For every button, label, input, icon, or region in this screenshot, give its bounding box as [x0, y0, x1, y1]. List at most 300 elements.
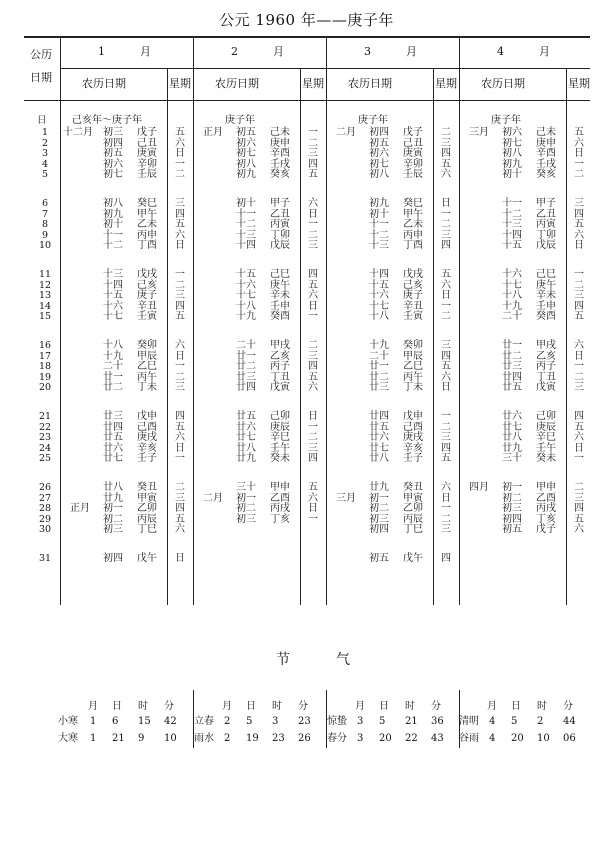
- ganzhi: 甲寅: [403, 492, 423, 504]
- weekday: 三: [308, 350, 318, 362]
- lunar-day: 初九: [236, 169, 256, 181]
- lunar-day: 十三: [236, 229, 256, 241]
- ganzhi: 庚申: [270, 137, 290, 149]
- lunar-day: 初一: [502, 482, 522, 493]
- jieqi-day: 5: [511, 716, 518, 727]
- weekday: 日: [574, 148, 584, 160]
- jieqi-hour: 23: [272, 733, 285, 744]
- weekday: 日: [308, 300, 318, 312]
- ganzhi: 乙丑: [270, 208, 290, 220]
- jieqi-header: 日: [112, 701, 122, 712]
- ganzhi: 壬戌: [270, 158, 290, 170]
- lunar-day: 廿九: [236, 453, 256, 465]
- day-number: 9: [41, 229, 49, 241]
- weekday: 五: [175, 127, 185, 138]
- jieqi-month: 1: [90, 716, 97, 727]
- weekday: 四: [574, 503, 584, 515]
- lunar-day: 初七: [369, 158, 389, 170]
- lunar-day: 廿五: [103, 432, 123, 444]
- weekday: 六: [574, 229, 584, 241]
- weekday: 一: [308, 421, 318, 433]
- day-number: 28: [38, 503, 52, 515]
- ganzhi: 己亥: [403, 279, 423, 291]
- ganzhi: 丙辰: [403, 513, 423, 525]
- jieqi-hour: 2: [537, 716, 544, 727]
- ganzhi: 癸亥: [270, 169, 290, 181]
- lunar-day: 十八: [103, 340, 123, 351]
- lunar-day: 初四: [502, 513, 522, 525]
- weekday: 六: [308, 492, 318, 504]
- ganzhi: 乙亥: [536, 350, 556, 362]
- jieqi-hour: 3: [272, 716, 279, 727]
- weekday: 四: [574, 411, 584, 422]
- weekday: 三: [441, 137, 451, 149]
- day-number: 17: [38, 350, 52, 362]
- lunar-day: 初七: [502, 137, 522, 149]
- weekday: 日: [175, 442, 185, 454]
- ganzhi: 庚申: [536, 137, 556, 149]
- weekday: 二: [441, 513, 451, 525]
- weekday: 日: [441, 492, 451, 504]
- ganzhi: 丁酉: [403, 240, 423, 252]
- jieqi-name: 大寒: [58, 733, 78, 744]
- day-number: 29: [38, 513, 52, 525]
- ganzhi: 辛卯: [403, 158, 423, 170]
- lunar-day: 十五: [369, 279, 389, 291]
- month-number: 3: [364, 45, 371, 58]
- weekday: 五: [441, 361, 451, 373]
- weekday: 二: [175, 279, 185, 291]
- ganzhi: 壬子: [137, 453, 157, 465]
- lunar-day: 廿三: [236, 371, 256, 383]
- lunar-day: 初二: [103, 513, 123, 525]
- jieqi-minute: 36: [431, 716, 444, 727]
- lunar-month: 四月: [469, 482, 489, 493]
- lunar-day: 十七: [236, 290, 256, 302]
- day-number: 21: [38, 411, 52, 422]
- weekday: 二: [441, 219, 451, 231]
- weekday: 三: [441, 229, 451, 241]
- lunar-day: 十二: [369, 229, 389, 241]
- day-number: 15: [38, 311, 52, 323]
- lunar-day: 十九: [103, 350, 123, 362]
- lunar-day: 廿七: [103, 453, 123, 465]
- ganzhi: 戊午: [137, 553, 157, 564]
- weekday-divider: [300, 68, 301, 605]
- jieqi-month: 2: [224, 716, 231, 727]
- ganzhi: 庚午: [270, 279, 290, 291]
- jieqi-month: 3: [357, 716, 364, 727]
- ganzhi: 癸丑: [403, 482, 423, 493]
- lunar-day: 廿七: [502, 421, 522, 433]
- ganzhi: 戊戌: [137, 269, 157, 280]
- ganzhi: 乙未: [403, 219, 423, 231]
- weekday: 四: [441, 350, 451, 362]
- jieqi-header: 时: [405, 701, 415, 712]
- ganzhi: 甲戌: [270, 340, 290, 351]
- weekday: 四: [441, 442, 451, 454]
- ganzhi: 庚寅: [137, 148, 157, 160]
- lunar-day: 初二: [502, 492, 522, 504]
- weekday-divider: [433, 68, 434, 605]
- lunar-day: 廿九: [369, 482, 389, 493]
- weekday: 六: [441, 279, 451, 291]
- lunar-day: 廿六: [236, 421, 256, 433]
- ganzhi: 庚午: [536, 279, 556, 291]
- lunar-day: 十一: [103, 229, 123, 241]
- header-xingqi: 星期: [568, 77, 590, 90]
- lunar-day: 十八: [369, 311, 389, 323]
- lunar-day: 廿一: [236, 350, 256, 362]
- lunar-day: 初十: [103, 219, 123, 231]
- lunar-day: 初三: [502, 503, 522, 515]
- ganzhi: 癸巳: [403, 198, 423, 209]
- weekday: 六: [574, 524, 584, 536]
- weekday: 三: [308, 240, 318, 252]
- month-divider: [459, 36, 460, 605]
- weekday: 四: [441, 240, 451, 252]
- weekday: 日: [574, 240, 584, 252]
- weekday: 二: [441, 127, 451, 138]
- weekday: 六: [175, 229, 185, 241]
- ganzhi: 丁未: [403, 382, 423, 394]
- weekday: 一: [308, 219, 318, 231]
- header-nongli: 农历日期: [481, 77, 525, 90]
- jieqi-day: 6: [112, 716, 119, 727]
- weekday: 六: [175, 524, 185, 536]
- lunar-day: 初四: [103, 553, 123, 564]
- ganzhi: 丙申: [137, 229, 157, 241]
- ganzhi: 壬子: [403, 453, 423, 465]
- weekday: 五: [574, 127, 584, 138]
- jieqi-name: 小寒: [58, 716, 78, 727]
- jieqi-minute: 42: [164, 716, 177, 727]
- ganzhi: 庚戌: [403, 432, 423, 444]
- day-number: 7: [41, 208, 49, 220]
- day-number: 8: [41, 219, 49, 231]
- lunar-day: 初五: [236, 127, 256, 138]
- ganzhi: 辛未: [536, 290, 556, 302]
- ganzhi: 丁亥: [536, 513, 556, 525]
- ganzhi: 癸卯: [137, 340, 157, 351]
- weekday: 三: [308, 442, 318, 454]
- ganzhi: 壬申: [270, 300, 290, 312]
- weekday: 四: [308, 269, 318, 280]
- lunar-day: 十六: [103, 300, 123, 312]
- weekday: 二: [175, 169, 185, 181]
- lunar-day: 廿二: [103, 382, 123, 394]
- ganzhi: 甲戌: [536, 340, 556, 351]
- header-nongli: 农历日期: [348, 77, 392, 90]
- lunar-month: 正月: [203, 127, 223, 138]
- weekday: 二: [441, 311, 451, 323]
- weekday: 六: [574, 137, 584, 149]
- lunar-day: 初六: [502, 127, 522, 138]
- jieqi-month: 4: [489, 733, 496, 744]
- lunar-day: 十六: [369, 290, 389, 302]
- ganzhi: 癸卯: [403, 340, 423, 351]
- weekday: 日: [441, 198, 451, 209]
- lunar-day: 初三: [369, 513, 389, 525]
- weekday: 六: [175, 432, 185, 444]
- weekday: 四: [308, 158, 318, 170]
- weekday: 三: [175, 382, 185, 394]
- ganzhi: 己亥: [137, 279, 157, 291]
- ganzhi: 甲午: [137, 208, 157, 220]
- lunar-day: 初二: [369, 503, 389, 515]
- lunar-day: 十五: [103, 290, 123, 302]
- month-unit: 月: [273, 45, 284, 58]
- weekday: 五: [574, 311, 584, 323]
- weekday: 一: [308, 127, 318, 138]
- header-xingqi: 星期: [302, 77, 324, 90]
- ganzhi: 戊申: [403, 411, 423, 422]
- ganzhi: 己未: [536, 127, 556, 138]
- ganzhi: 戊午: [403, 553, 423, 564]
- ganzhi: 壬午: [270, 442, 290, 454]
- lunar-day: 十四: [236, 240, 256, 252]
- year-label: 庚子年: [491, 115, 521, 126]
- weekday: 日: [175, 240, 185, 252]
- lunar-day: 十八: [236, 300, 256, 312]
- day-number: 23: [38, 432, 52, 444]
- jieqi-month: 2: [224, 733, 231, 744]
- ganzhi: 甲寅: [137, 492, 157, 504]
- jieqi-header: 分: [431, 701, 441, 712]
- lunar-day: 廿三: [502, 361, 522, 373]
- ganzhi: 丁未: [137, 382, 157, 394]
- ganzhi: 戊子: [536, 524, 556, 536]
- day-number: 27: [38, 492, 52, 504]
- lunar-month: 二月: [336, 127, 356, 138]
- weekday: 三: [574, 382, 584, 394]
- jieqi-day: 21: [112, 733, 125, 744]
- weekday: 二: [175, 371, 185, 383]
- lunar-day: 初三: [103, 127, 123, 138]
- ganzhi: 丙子: [270, 361, 290, 373]
- ganzhi: 己丑: [403, 137, 423, 149]
- ganzhi: 丙戌: [270, 503, 290, 515]
- lunar-day: 二十: [369, 350, 389, 362]
- jieqi-name: 惊蛰: [327, 716, 347, 727]
- ganzhi: 丁卯: [536, 229, 556, 241]
- lunar-day: 初八: [369, 169, 389, 181]
- jieqi-header: 日: [379, 701, 389, 712]
- jieqi-header: 月: [487, 701, 497, 712]
- ganzhi: 丁酉: [137, 240, 157, 252]
- lunar-day: 廿五: [369, 421, 389, 433]
- jieqi-header: 分: [563, 701, 573, 712]
- ganzhi: 癸酉: [270, 311, 290, 323]
- lunar-day: 初一: [103, 503, 123, 515]
- ganzhi: 丙寅: [270, 219, 290, 231]
- month-number: 1: [98, 45, 105, 58]
- weekday: 日: [308, 411, 318, 422]
- ganzhi: 戊戌: [403, 269, 423, 280]
- ganzhi: 丙寅: [536, 219, 556, 231]
- lunar-day: 十九: [236, 311, 256, 323]
- day-number: 4: [41, 158, 49, 170]
- weekday: 日: [308, 503, 318, 515]
- lunar-day: 廿八: [369, 453, 389, 465]
- weekday: 三: [574, 198, 584, 209]
- weekday: 日: [441, 382, 451, 394]
- ganzhi: 己卯: [270, 411, 290, 422]
- lunar-day: 廿九: [103, 492, 123, 504]
- weekday: 三: [175, 290, 185, 302]
- weekday: 二: [574, 482, 584, 493]
- month-divider: [326, 36, 327, 605]
- lunar-day: 十三: [369, 240, 389, 252]
- day-number: 26: [38, 482, 52, 493]
- weekday: 二: [441, 421, 451, 433]
- lunar-day: 初七: [103, 169, 123, 181]
- day-number: 6: [41, 198, 49, 209]
- lunar-day: 十四: [502, 229, 522, 241]
- weekday: 五: [441, 453, 451, 465]
- lunar-day: 十六: [502, 269, 522, 280]
- lunar-day: 廿八: [236, 442, 256, 454]
- lunar-day: 三十: [236, 482, 256, 493]
- lunar-day: 十九: [502, 300, 522, 312]
- lunar-day: 十一: [369, 219, 389, 231]
- ganzhi: 庚子: [403, 290, 423, 302]
- ganzhi: 辛丑: [403, 300, 423, 312]
- header-sub-rule: [60, 68, 590, 69]
- ganzhi: 戊寅: [536, 382, 556, 394]
- weekday: 三: [308, 148, 318, 160]
- jieqi-minute: 10: [164, 733, 177, 744]
- ganzhi: 戊子: [403, 127, 423, 138]
- jieqi-header: 时: [272, 701, 282, 712]
- lunar-day: 十四: [369, 269, 389, 280]
- jieqi-name: 立春: [194, 716, 214, 727]
- jieqi-day: 20: [511, 733, 524, 744]
- day-number: 16: [38, 340, 52, 351]
- weekday: 二: [574, 279, 584, 291]
- ganzhi: 丙子: [536, 361, 556, 373]
- ganzhi: 戊辰: [270, 240, 290, 252]
- weekday: 一: [175, 361, 185, 373]
- weekday: 五: [308, 279, 318, 291]
- month-number: 4: [497, 45, 504, 58]
- ganzhi: 壬辰: [403, 169, 423, 181]
- weekday: 五: [441, 158, 451, 170]
- weekday: 二: [574, 371, 584, 383]
- lunar-day: 十三: [103, 269, 123, 280]
- lunar-day: 初十: [502, 169, 522, 181]
- weekday: 日: [441, 290, 451, 302]
- ganzhi: 乙酉: [536, 492, 556, 504]
- lunar-day: 初二: [236, 503, 256, 515]
- jieqi-header: 时: [537, 701, 547, 712]
- ganzhi: 己巳: [536, 269, 556, 280]
- jieqi-minute: 26: [298, 733, 311, 744]
- ganzhi: 辛酉: [270, 148, 290, 160]
- day-number: 11: [38, 269, 52, 280]
- ganzhi: 甲辰: [137, 350, 157, 362]
- jieqi-hour: 9: [138, 733, 145, 744]
- weekday: 日: [175, 350, 185, 362]
- lunar-day: 二十: [103, 361, 123, 373]
- lunar-day: 十一: [502, 198, 522, 209]
- jieqi-header: 月: [222, 701, 232, 712]
- lunar-day: 初四: [369, 524, 389, 536]
- weekday: 一: [175, 269, 185, 280]
- ganzhi: 丙午: [137, 371, 157, 383]
- weekday: 四: [441, 553, 451, 564]
- lunar-day: 廿一: [502, 340, 522, 351]
- weekday: 三: [441, 432, 451, 444]
- ganzhi: 戊寅: [270, 382, 290, 394]
- weekday: 一: [441, 208, 451, 220]
- ganzhi: 癸未: [270, 453, 290, 465]
- weekday: 一: [441, 411, 451, 422]
- weekday: 四: [175, 503, 185, 515]
- lunar-day: 初九: [103, 208, 123, 220]
- jieqi-minute: 43: [431, 733, 444, 744]
- lunar-day: 十六: [236, 279, 256, 291]
- lunar-day: 廿四: [369, 411, 389, 422]
- weekday: 六: [441, 482, 451, 493]
- lunar-day: 廿六: [502, 411, 522, 422]
- ganzhi: 壬寅: [403, 311, 423, 323]
- ganzhi: 乙卯: [137, 503, 157, 515]
- ganzhi: 乙巳: [403, 361, 423, 373]
- lunar-day: 廿六: [369, 432, 389, 444]
- ganzhi: 辛巳: [270, 432, 290, 444]
- header-nongli: 农历日期: [82, 77, 126, 90]
- ganzhi: 辛未: [270, 290, 290, 302]
- weekday: 四: [175, 300, 185, 312]
- day-number: 2: [41, 137, 49, 149]
- ganzhi: 壬戌: [536, 158, 556, 170]
- lunar-day: 初七: [236, 148, 256, 160]
- ganzhi: 乙巳: [137, 361, 157, 373]
- weekday: 五: [441, 269, 451, 280]
- lunar-day: 廿四: [502, 371, 522, 383]
- ganzhi: 甲子: [270, 198, 290, 209]
- jieqi-hour: 21: [405, 716, 418, 727]
- weekday: 二: [574, 169, 584, 181]
- month-divider: [193, 36, 194, 605]
- day-number: 22: [38, 421, 52, 433]
- month-unit: 月: [406, 45, 417, 58]
- weekday: 五: [308, 371, 318, 383]
- ganzhi: 甲辰: [403, 350, 423, 362]
- jieqi-header: 分: [164, 701, 174, 712]
- ganzhi: 壬辰: [137, 169, 157, 181]
- day-number: 19: [38, 371, 52, 383]
- day-number: 24: [38, 442, 52, 454]
- day-number: 25: [38, 453, 52, 465]
- weekday: 日: [574, 442, 584, 454]
- ganzhi: 戊辰: [536, 240, 556, 252]
- ganzhi: 丙午: [403, 371, 423, 383]
- jieqi-header: 分: [298, 701, 308, 712]
- ganzhi: 辛卯: [137, 158, 157, 170]
- lunar-day: 十一: [236, 208, 256, 220]
- ganzhi: 己未: [270, 127, 290, 138]
- lunar-day: 初八: [236, 158, 256, 170]
- lunar-day: 廿八: [103, 482, 123, 493]
- ganzhi: 乙卯: [403, 503, 423, 515]
- page-title: 公元 1960 年——庚子年: [219, 11, 394, 29]
- header-xingqi: 星期: [169, 77, 191, 90]
- jieqi-minute: 44: [563, 716, 576, 727]
- ganzhi: 辛丑: [137, 300, 157, 312]
- lunar-day: 廿四: [103, 421, 123, 433]
